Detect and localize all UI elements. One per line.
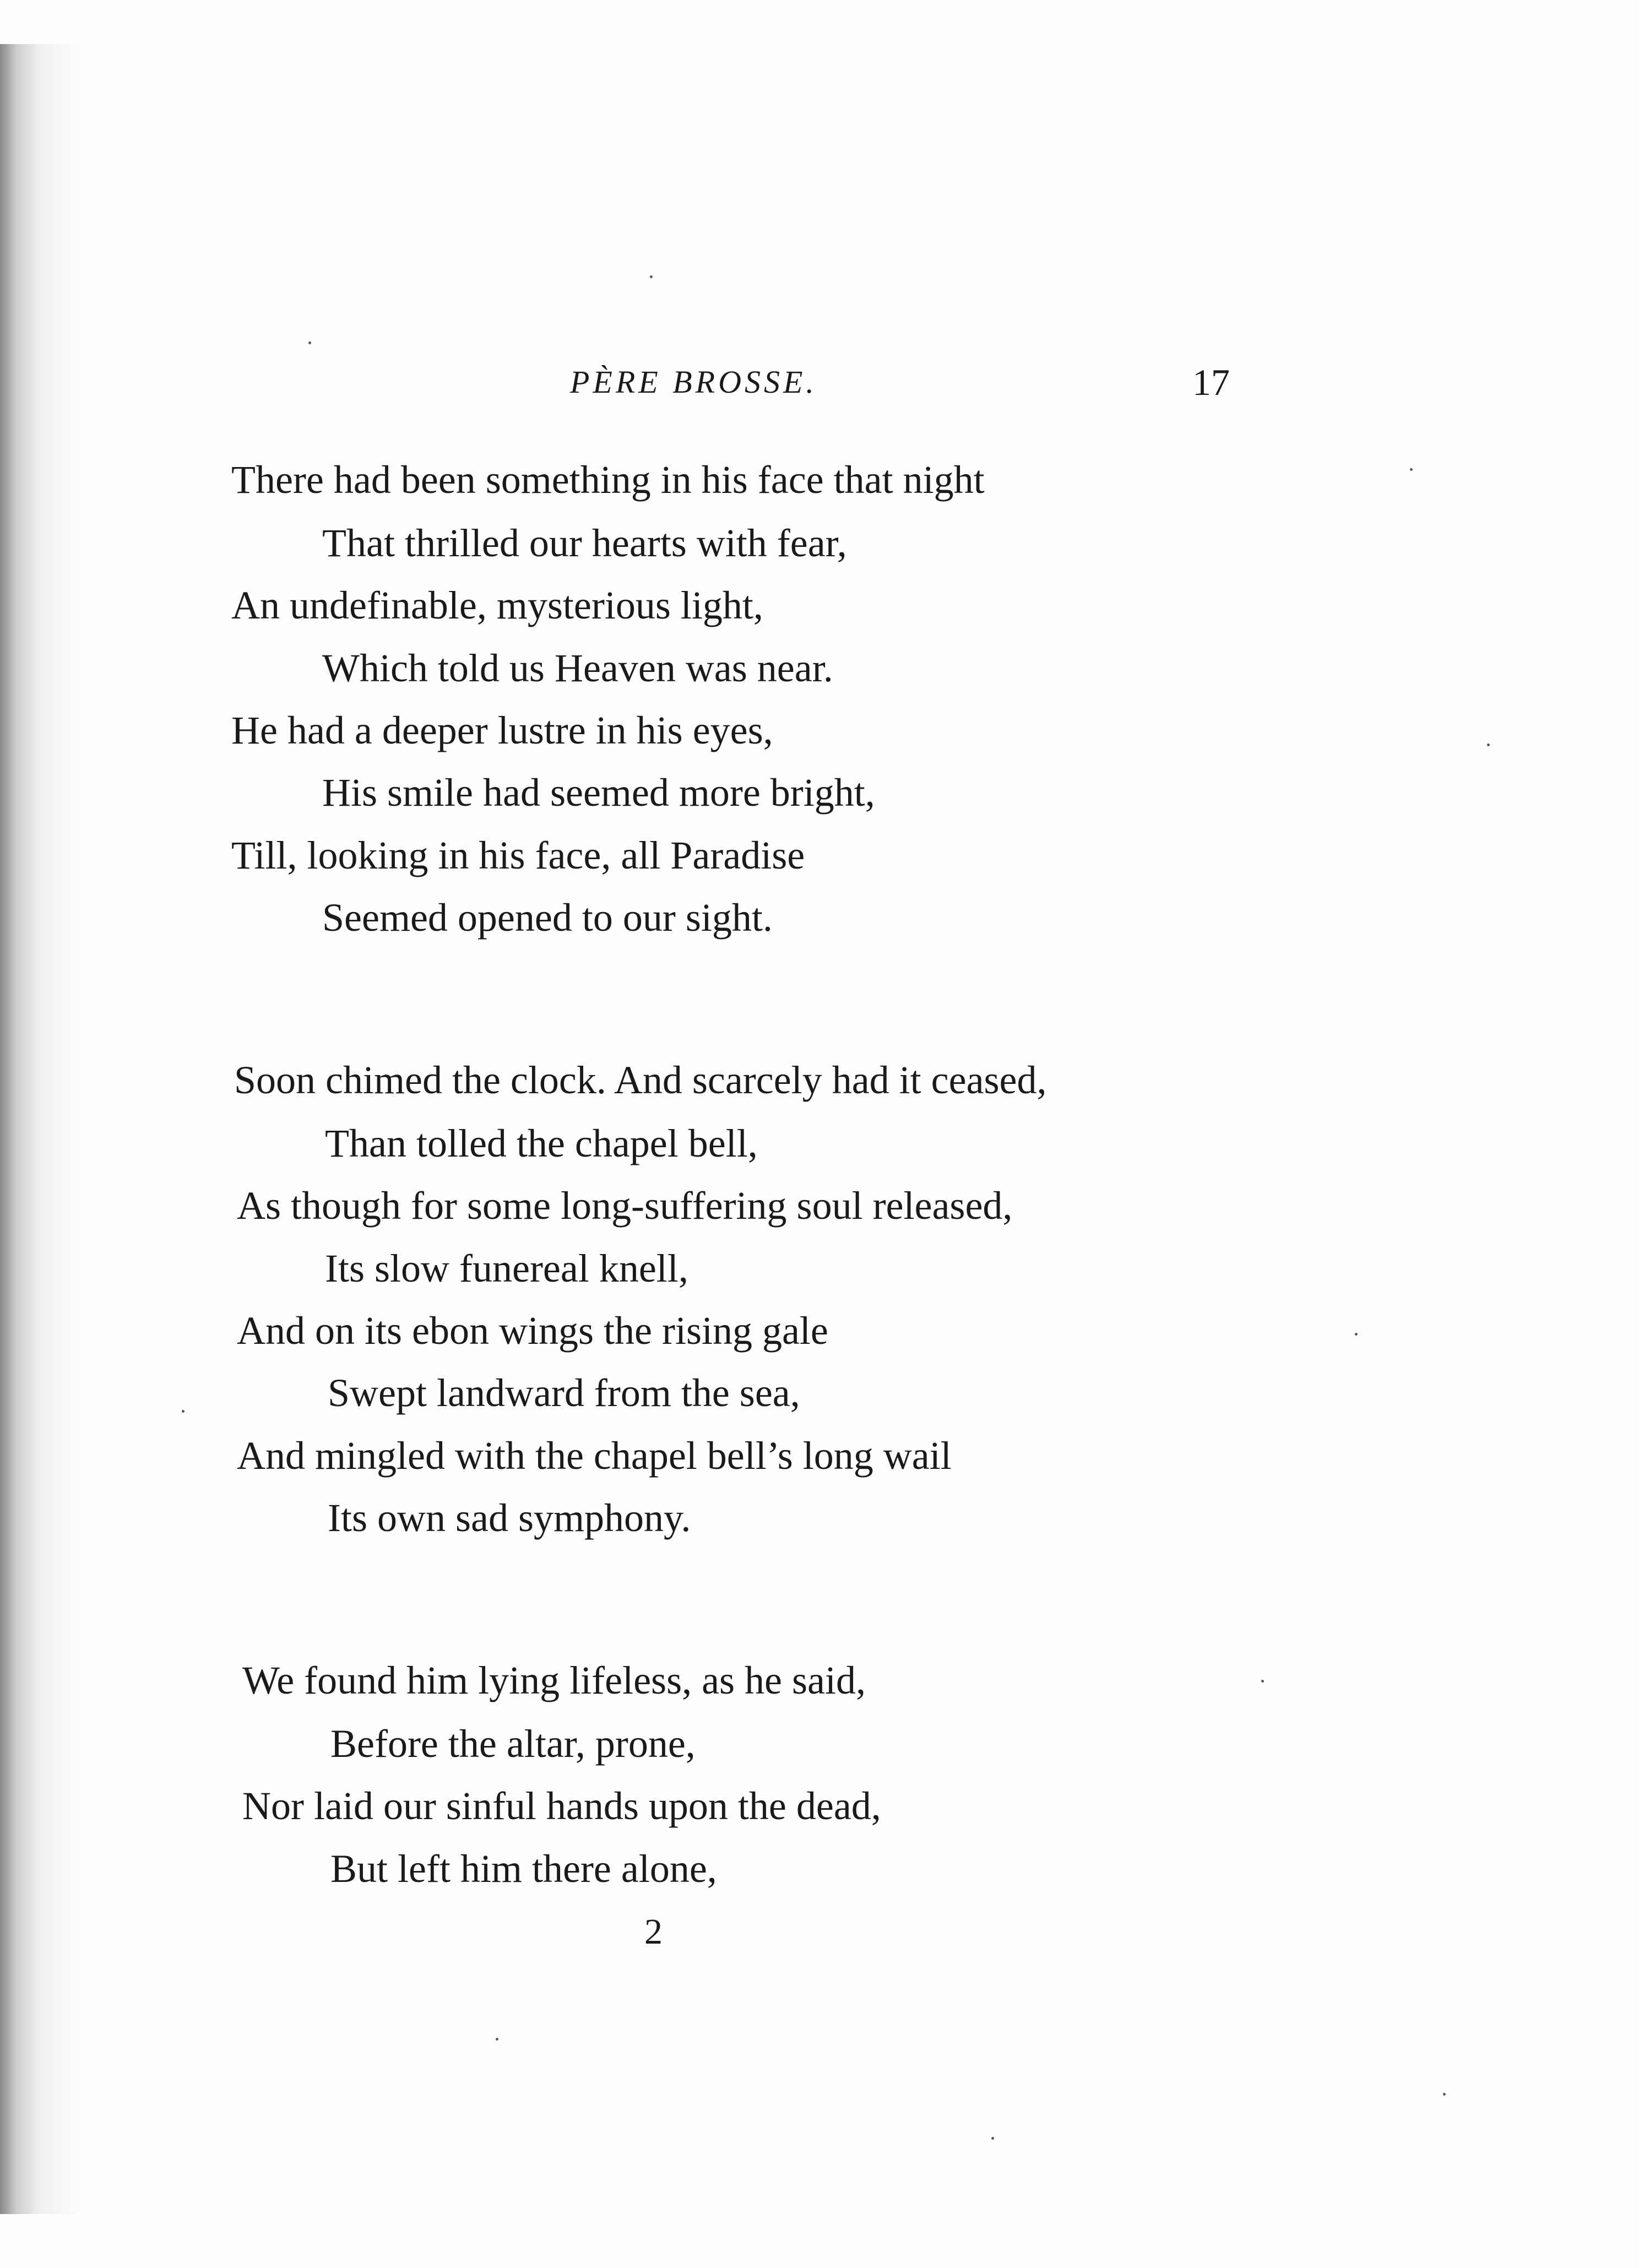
print-speck	[1410, 468, 1413, 471]
poem-line: We found him lying lifeless, as he said,	[242, 1658, 866, 1702]
poem-line: Till, looking in his face, all Paradise	[231, 833, 805, 877]
print-speck	[1261, 1680, 1264, 1683]
print-speck	[1487, 744, 1490, 746]
print-speck	[1443, 2093, 1446, 2096]
print-speck	[1355, 1333, 1358, 1336]
print-speck	[308, 341, 311, 344]
running-title: PÈRE BROSSE.	[570, 364, 817, 400]
poem-line: Before the altar, prone,	[330, 1722, 696, 1766]
poem-line: And on its ebon wings the rising gale	[237, 1309, 828, 1353]
poem-line: But left him there alone,	[330, 1847, 717, 1891]
page-number: 17	[1192, 361, 1230, 403]
poem-line: An undefinable, mysterious light,	[231, 583, 763, 627]
poem-line: Its slow funereal knell,	[325, 1246, 688, 1290]
binding-shadow	[0, 44, 83, 2214]
print-speck	[182, 1410, 184, 1413]
print-speck	[991, 2137, 994, 2140]
poem-line: Which told us Heaven was near.	[322, 646, 833, 690]
poem-line: That thrilled our hearts with fear,	[322, 521, 847, 565]
poem-line: His smile had seemed more bright,	[322, 771, 875, 815]
poem-line: And mingled with the chapel bell’s long wail	[237, 1434, 952, 1478]
print-speck	[650, 275, 653, 278]
poem-line: Soon chimed the clock. And scarcely had it ceased,	[234, 1058, 1047, 1102]
poem-line: There had been something in his face that night	[231, 458, 985, 502]
poem-line: As though for some long-suffering soul released,	[237, 1184, 1013, 1228]
poem-line: Than tolled the chapel bell,	[325, 1121, 758, 1165]
poem-line: Its own sad symphony.	[328, 1496, 691, 1540]
poem-line: Nor laid our sinful hands upon the dead,	[242, 1784, 881, 1828]
print-speck	[496, 2038, 498, 2041]
poem-line: He had a deeper lustre in his eyes,	[231, 708, 773, 752]
poem-line: Swept landward from the sea,	[328, 1371, 800, 1415]
signature-mark: 2	[644, 1912, 663, 1952]
poem-line: Seemed opened to our sight.	[322, 896, 773, 940]
